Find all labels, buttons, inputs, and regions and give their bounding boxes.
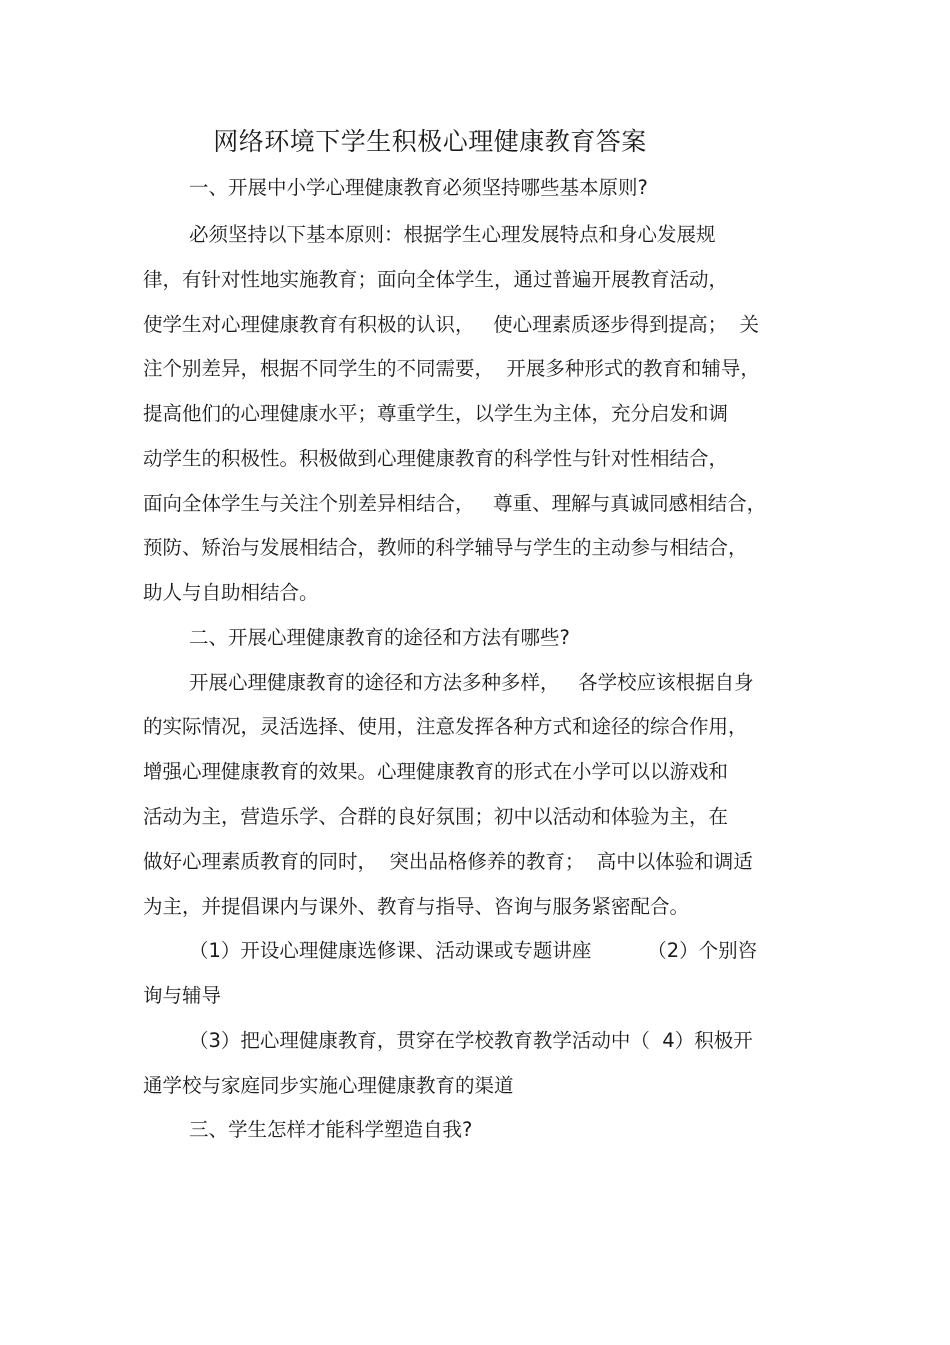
answer-2-line: 开展心理健康教育的途径和方法多种多样， 各学校应该根据自身 — [189, 671, 754, 694]
list-item-3-4-continued: 通学校与家庭同步实施心理健康教育的渠道 — [143, 1074, 514, 1097]
document-title: 网络环境下学生积极心理健康教育答案 — [213, 127, 647, 156]
answer-2-line: 做好心理素质教育的同时， 突出品格修养的教育； 高中以体验和调适 — [143, 850, 753, 873]
answer-2-line: 为主，并提倡课内与课外、教育与指导、咨询与服务紧密配合。 — [143, 895, 690, 918]
question-2-heading: 二、开展心理健康教育的途径和方法有哪些? — [189, 626, 570, 649]
answer-1-line: 预防、矫治与发展相结合，教师的科学辅导与学生的主动参与相结合， — [143, 536, 748, 559]
answer-2-line: 的实际情况，灵活选择、使用，注意发挥各种方式和途径的综合作用， — [143, 715, 748, 738]
question-3-heading: 三、学生怎样才能科学塑造自我? — [189, 1118, 473, 1141]
list-item-3-4: （3）把心理健康教育，贯穿在学校教育教学活动中（ 4）积极开 — [189, 1029, 753, 1052]
list-item-1-2: （1）开设心理健康选修课、活动课或专题讲座 （2）个别咨 — [189, 939, 758, 962]
answer-2-line: 活动为主，营造乐学、合群的良好氛围；初中以活动和体验为主，在 — [143, 805, 729, 828]
answer-1-line: 提高他们的心理健康水平；尊重学生，以学生为主体，充分启发和调 — [143, 402, 729, 425]
answer-1-line: 面向全体学生与关注个别差异相结合， 尊重、理解与真诚同感相结合， — [143, 492, 767, 515]
answer-2-line: 增强心理健康教育的效果。心理健康教育的形式在小学可以以游戏和 — [143, 760, 729, 783]
answer-1-line: 律，有针对性地实施教育；面向全体学生，通过普遍开展教育活动， — [143, 268, 729, 291]
answer-1-line: 助人与自助相结合。 — [143, 581, 319, 604]
list-item-1-2-continued: 询与辅导 — [143, 984, 222, 1007]
answer-1-line: 动学生的积极性。积极做到心理健康教育的科学性与针对性相结合， — [143, 447, 729, 470]
answer-1-line: 使学生对心理健康教育有积极的认识， 使心理素质逐步得到提高； 关 — [143, 313, 759, 336]
answer-1-line: 注个别差异，根据不同学生的不同需要， 开展多种形式的教育和辅导， — [143, 357, 760, 380]
question-1-heading: 一、开展中小学心理健康教育必须坚持哪些基本原则? — [189, 176, 648, 199]
answer-1-line: 必须坚持以下基本原则：根据学生心理发展特点和身心发展规 — [189, 223, 716, 246]
